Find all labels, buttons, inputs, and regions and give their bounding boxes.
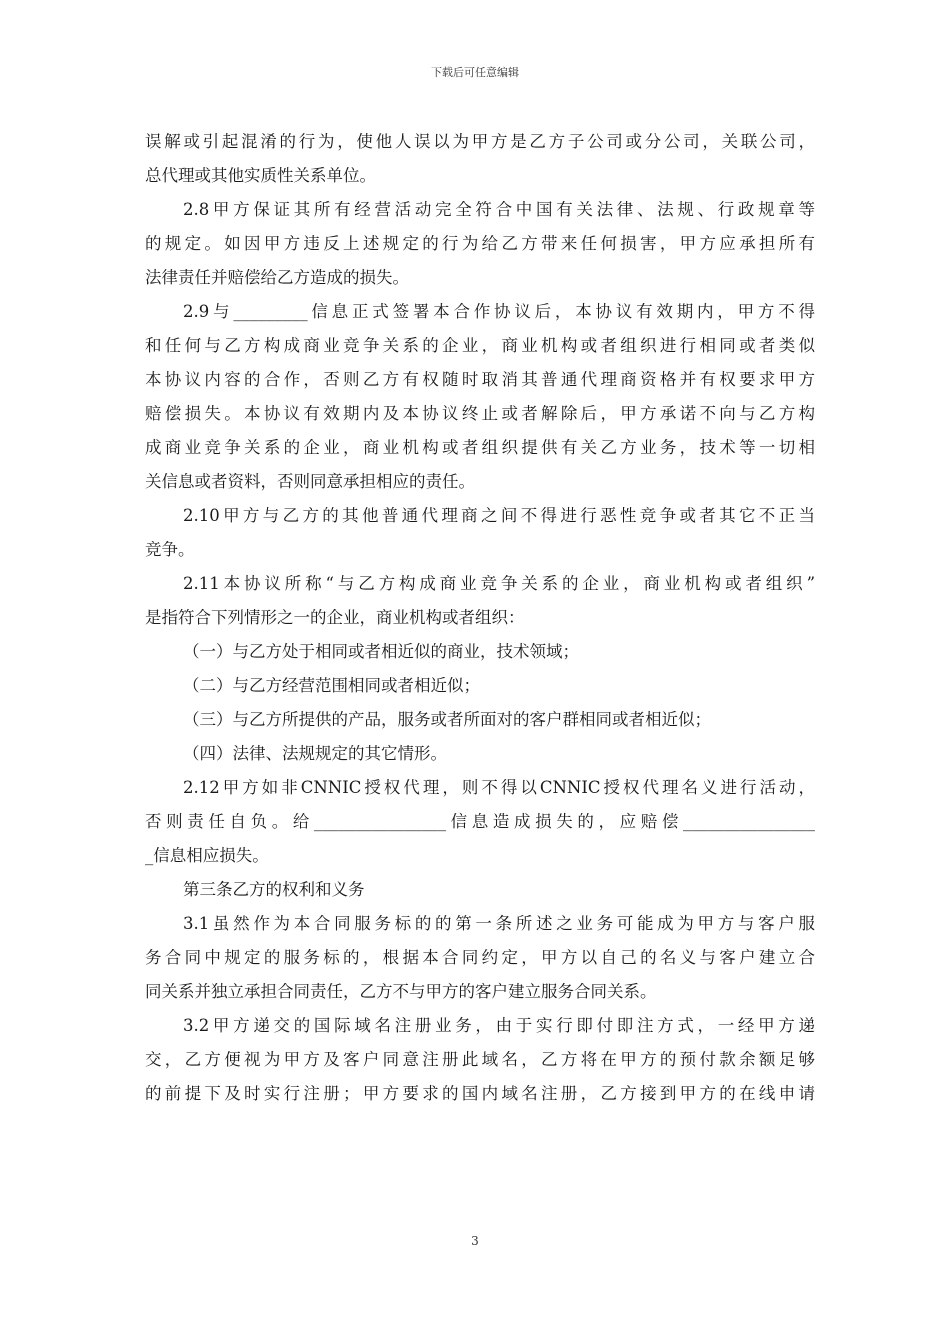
text-line: （一）与乙方处于相同或者相近似的商业，技术领域； [183, 642, 579, 661]
text-line: （三）与乙方所提供的产品，服务或者所面对的客户群相同或者相近似； [183, 710, 711, 729]
text-line: 务合同中规定的服务标的，根据本合同约定，甲方以自己的名义与客户建立合 [145, 948, 815, 967]
text-line: 否则责任自负。给________________信息造成损失的，应赔偿________________ [145, 812, 815, 831]
text-line: 交，乙方便视为甲方及客户同意注册此域名，乙方将在甲方的预付款余额足够 [145, 1050, 815, 1069]
text-line: 误解或引起混淆的行为，使他人误以为甲方是乙方子公司或分公司，关联公司， [145, 132, 815, 151]
text-line: 关信息或者资料，否则同意承担相应的责任。 [145, 472, 475, 491]
text-line: 2.9与_________信息正式签署本合作协议后，本协议有效期内，甲方不得 [183, 302, 815, 321]
text-line: 2.10甲方与乙方的其他普通代理商之间不得进行恶性竞争或者其它不正当 [183, 506, 815, 525]
text-line: 的前提下及时实行注册；甲方要求的国内域名注册，乙方接到甲方的在线申请 [145, 1084, 815, 1103]
page-header: 下载后可任意编辑 [431, 66, 519, 79]
text-line: 本协议内容的合作，否则乙方有权随时取消其普通代理商资格并有权要求甲方 [145, 370, 815, 389]
text-line: 2.12甲方如非CNNIC授权代理，则不得以CNNIC授权代理名义进行活动， [183, 778, 815, 797]
text-line: 3.1虽然作为本合同服务标的的第一条所述之业务可能成为甲方与客户服 [183, 914, 815, 933]
text-line: 同关系并独立承担合同责任，乙方不与甲方的客户建立服务合同关系。 [145, 982, 657, 1001]
document-body [145, 125, 815, 1111]
text-line: 总代理或其他实质性关系单位。 [145, 166, 376, 185]
text-line: 3.2甲方递交的国际域名注册业务，由于实行即付即注方式，一经甲方递 [183, 1016, 815, 1035]
page-number: 3 [471, 1234, 479, 1248]
text-line: 成商业竞争关系的企业，商业机构或者组织提供有关乙方业务，技术等一切相 [145, 438, 815, 457]
text-line: 竞争。 [145, 540, 195, 559]
text-line: 第三条乙方的权利和义务 [183, 880, 365, 899]
text-line: （四）法律、法规规定的其它情形。 [183, 744, 447, 763]
text-line: 法律责任并赔偿给乙方造成的损失。 [145, 268, 409, 287]
text-line: 2.11本协议所称“与乙方构成商业竞争关系的企业，商业机构或者组织” [183, 574, 815, 593]
text-line: 2.8甲方保证其所有经营活动完全符合中国有关法律、法规、行政规章等 [183, 200, 815, 219]
text-line: 和任何与乙方构成商业竞争关系的企业，商业机构或者组织进行相同或者类似 [145, 336, 815, 355]
text-line: 的规定。如因甲方违反上述规定的行为给乙方带来任何损害，甲方应承担所有 [145, 234, 815, 253]
text-line: 赔偿损失。本协议有效期内及本协议终止或者解除后，甲方承诺不向与乙方构 [145, 404, 815, 423]
text-line: _信息相应损失。 [145, 846, 269, 865]
text-line: （二）与乙方经营范围相同或者相近似； [183, 676, 480, 695]
text-line: 是指符合下列情形之一的企业，商业机构或者组织： [145, 608, 525, 627]
